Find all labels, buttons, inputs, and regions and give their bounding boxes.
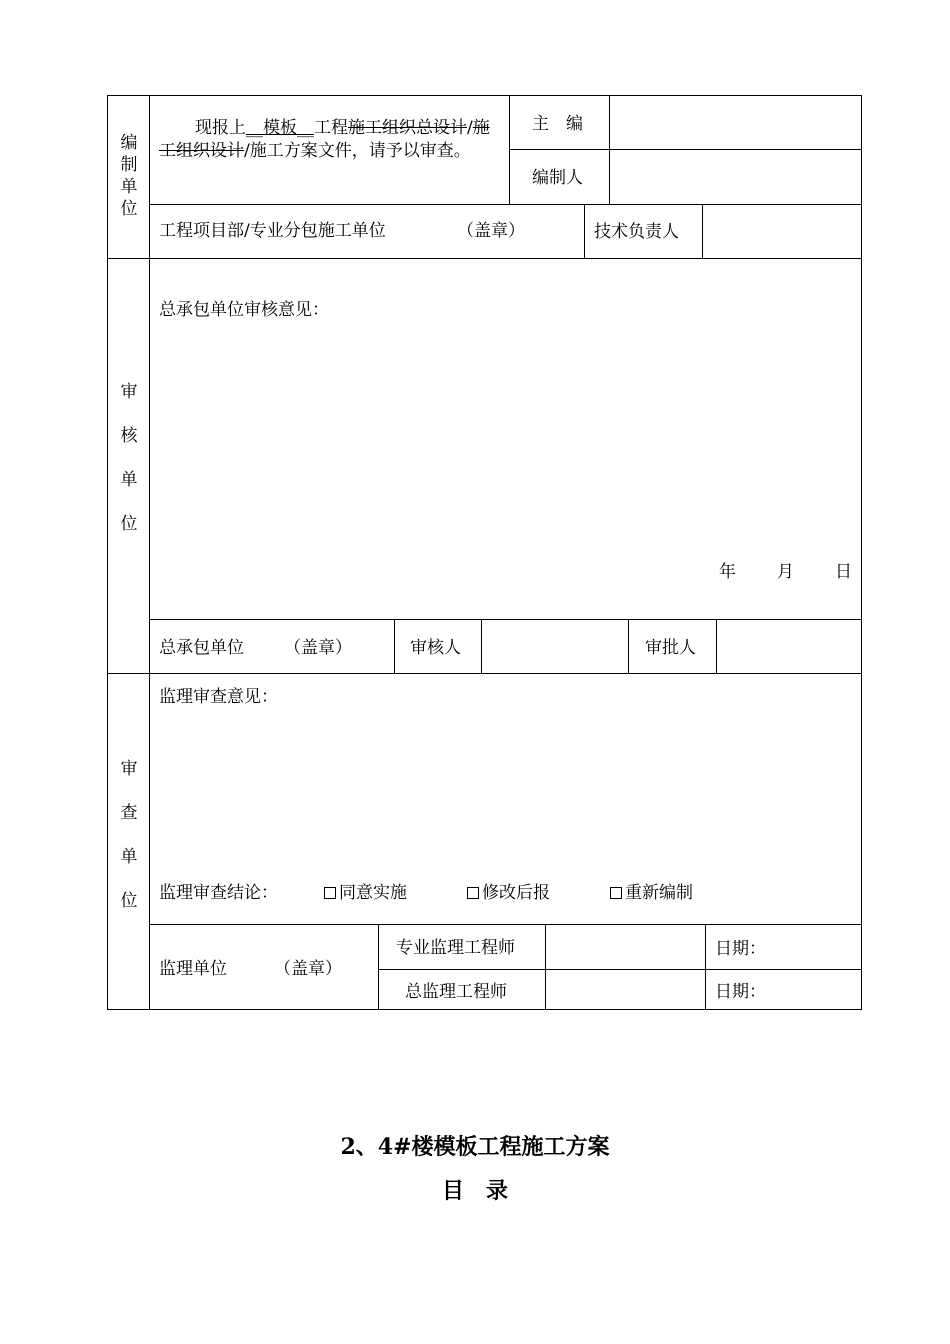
compile-unit-side-label: 编制单位 (120, 133, 138, 219)
intro-mid: 工程 (314, 118, 348, 138)
compile-unit-seal-label: （盖章） (457, 221, 525, 241)
tech-lead-label: 技术负责人 (594, 222, 679, 242)
approve-checkbox[interactable] (324, 887, 336, 899)
tech-lead-field[interactable] (704, 206, 860, 257)
chief-engineer-field[interactable] (547, 971, 703, 1008)
chief-engineer-label: 总监理工程师 (405, 982, 507, 1002)
general-contractor-label: 总承包单位 (159, 638, 244, 658)
option-approve-label: 同意实施 (339, 883, 407, 903)
separator: / (467, 118, 473, 138)
intro-prefix: 现报上 (195, 118, 246, 138)
revise-checkbox[interactable] (467, 887, 479, 899)
inspect-unit-side-label: 审查单位 (120, 759, 138, 911)
supervision-unit-label: 监理单位 (159, 959, 227, 979)
option-recompile-label: 重新编制 (625, 883, 693, 903)
compiler-field[interactable] (611, 151, 860, 203)
specialty-engineer-field[interactable] (547, 926, 703, 968)
struck-option-general-design: 施工组织总设计 (348, 118, 467, 138)
approver-field[interactable] (718, 621, 860, 672)
review-opinion-area[interactable] (151, 325, 860, 555)
approver-label: 审批人 (645, 638, 696, 658)
compile-unit-label: 工程项目部/专业分包施工单位 (159, 221, 386, 241)
supervision-conclusion-label: 监理审查结论： (159, 883, 278, 903)
supervision-opinion-label: 监理审查意见： (159, 687, 278, 707)
review-opinion-label: 总承包单位审核意见： (159, 300, 329, 320)
option-recompile[interactable] (610, 882, 693, 904)
option-revise[interactable] (467, 882, 550, 904)
review-unit-side-label: 审核单位 (120, 382, 138, 534)
specialty-date-label: 日期： (715, 939, 766, 959)
supervision-opinion-area[interactable] (151, 712, 860, 872)
recompile-checkbox[interactable] (610, 887, 622, 899)
review-date-day: 日 (835, 562, 852, 582)
option-approve[interactable] (324, 882, 407, 904)
review-date-year: 年 (719, 562, 736, 582)
general-contractor-seal-label: （盖章） (284, 638, 352, 658)
option-revise-label: 修改后报 (482, 883, 550, 903)
chief-date-label: 日期： (715, 982, 766, 1002)
chief-editor-label: 主 编 (532, 114, 583, 134)
document-title: 2、4#楼模板工程施工方案 (340, 1134, 610, 1160)
submission-statement (159, 117, 504, 163)
project-name-blank: __模板__ (246, 118, 314, 138)
chief-editor-field[interactable] (611, 97, 860, 148)
table-of-contents-title: 目 录 (441, 1178, 508, 1204)
specialty-engineer-label: 专业监理工程师 (396, 938, 515, 958)
review-date-month: 月 (777, 562, 794, 582)
reviewer-field[interactable] (483, 621, 626, 672)
struck-option-org-design: 施工组织设计 (159, 118, 490, 161)
intro-tail: /施工方案文件，请予以审查。 (244, 141, 471, 161)
reviewer-label: 审核人 (410, 638, 461, 658)
compiler-label: 编制人 (532, 168, 583, 188)
supervision-unit-seal-label: （盖章） (274, 959, 342, 979)
